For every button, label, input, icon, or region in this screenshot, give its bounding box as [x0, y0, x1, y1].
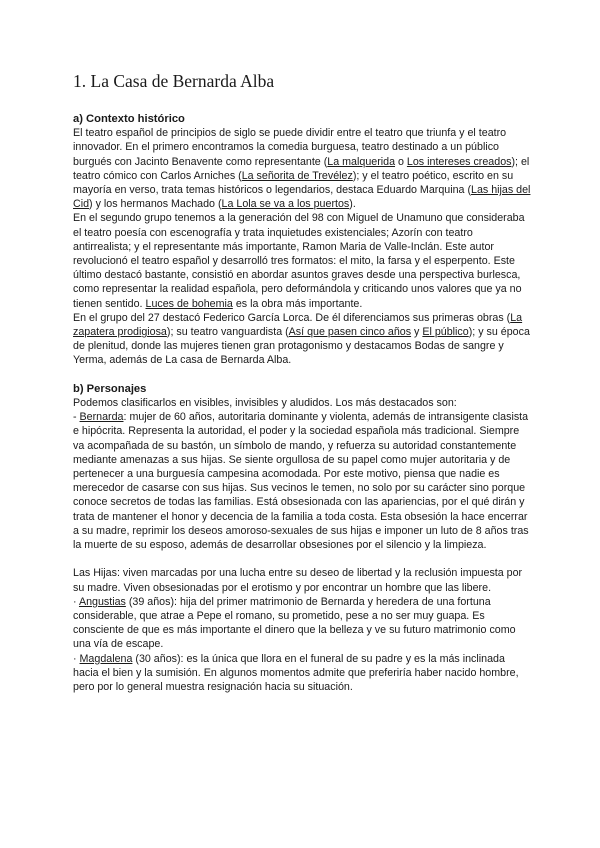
text-run: ); y su época de plenitud, donde las mujeres tienen gran protagonismo y destacamos Bodas de sangre y Yerma, además de La casa de Bernarda Alba. — [73, 326, 530, 367]
work-title-reference: Magdalena — [79, 652, 133, 665]
paragraph-spacer — [73, 552, 533, 566]
work-title-reference: Así que pasen cinco años — [288, 326, 412, 339]
text-run: · — [73, 595, 79, 608]
paragraph — [73, 410, 533, 552]
text-run: En el grupo del 27 destacó Federico García Lorca. De él diferenciamos sus primeras obras ( — [73, 311, 511, 324]
paragraph — [73, 652, 533, 695]
work-title-reference: La señorita de Trevélez — [241, 169, 353, 182]
work-title-reference: Angustias — [78, 595, 126, 608]
sections-container — [73, 112, 533, 694]
text-run: Podemos clasificarlos en visibles, invisibles y aludidos. Los más destacados son: — [73, 397, 457, 410]
text-run: ). — [349, 198, 356, 211]
work-title-reference: La malquerida — [327, 155, 396, 168]
work-title-reference: La zapatera prodigiosa — [73, 311, 523, 339]
work-title-reference: Las hijas del Cid — [73, 184, 531, 211]
text-run: El teatro español de principios de siglo se puede dividir entre el teatro que triunfa y el teatro innovador. En el primero encontramos la comedia burguesa, teatro destinado a un público burgués con Jacinto Benavente como representante ( — [73, 127, 507, 168]
text-run: ); el teatro cómico con Carlos Arniches ( — [73, 155, 530, 182]
work-title-reference: Bernarda — [79, 411, 124, 424]
paragraph — [73, 566, 533, 594]
section-heading: b) Personajes — [73, 382, 147, 395]
work-title-reference: La Lola se va a los puertos — [221, 198, 350, 211]
paragraph — [73, 126, 533, 211]
text-run: Las Hijas: viven marcadas por una lucha entre su deseo de libertad y la reclusión impuesta por su madre. Viven obsesionadas por el erotismo y por encontrar un hombre que las libere. — [73, 567, 523, 594]
text-run: ) y los hermanos Machado ( — [89, 198, 222, 211]
text-run: ); su teatro vanguardista ( — [166, 326, 289, 339]
work-title-reference: Luces de bohemia — [145, 297, 233, 310]
section-heading: a) Contexto histórico — [73, 113, 185, 125]
text-run: es la obra más importante. — [232, 297, 363, 310]
paragraph — [73, 311, 533, 368]
work-title-reference: Los intereses creados — [406, 155, 512, 168]
text-run: o — [395, 155, 407, 168]
paragraph — [73, 595, 533, 652]
paragraph — [73, 211, 533, 310]
work-title-reference: El público — [422, 326, 469, 339]
text-run: - — [73, 411, 80, 424]
text-run: y — [411, 326, 423, 339]
text-run: (30 años): es la única que llora en el funeral de su padre y es la más inclinada hacia el bien y la sumisión. En algunos momentos admite que preferiría haber nacido hombre, pero por lo general muestra resignación hacia su situación. — [73, 652, 519, 694]
text-run: · — [73, 652, 80, 665]
section-spacer — [73, 368, 533, 382]
text-run: En el segundo grupo tenemos a la generación del 98 con Miguel de Unamuno que consideraba el teatro poesía con escenografía y trata inquietudes existenciales; Azorín con teatro antirrealista; y el representante más importante, Ramon Maria de Valle-Inclán. Este autor revolucionó el teatro español y desarrolló tres formatos: el mito, la farsa y el esperpento. Este último destacó bastante, consistió en abordar asuntos graves desde una perspectiva burlesca, como representar la realidad española, pero deformándola y criticando unos valores que ya no tienen sentido. — [73, 212, 525, 310]
text-run: : mujer de 60 años, autoritaria dominante y violenta, además de intransigente clasista e hipócrita. Representa la autoridad, el poder y la sociedad española más tradicional. Siempre va acompañada de su bastón, un símbolo de mando, y refuerza su autoridad constantemente mediante amenazas a sus hijas. Se siente orgullosa de su papel como mujer autoritaria y de pertenecer a una burguesía campesina acomodada. Por este motivo, piensa que nadie es merecedor de casarse con sus hijas. Sus vecinos le temen, no solo por su carácter sino porque conoce secretos de todas las familias. Está obsesionada con las apariencias, por el qué dirán y trata de mantener el honor y decencia de la familia a toda costa. Esta obsesión la hace encerrar a su madre, reprimir los deseos amoroso-sexuales de sus hijas e imponer un luto de 8 años tras la muerte de su esposo, además de desarrollar obsesiones por el silencio y la limpieza. — [73, 411, 529, 552]
document-body — [73, 70, 533, 694]
text-run: (39 años): hija del primer matrimonio de Bernarda y heredera de una fortuna considerable, que atrae a Pepe el romano, su prometido, pese a no ser muy guapa. Es consciente de que es más importante el dinero que la belleza y ve su futuro matrimonio como una vía de escape. — [73, 595, 516, 651]
document-title: 1. La Casa de Bernarda Alba — [73, 71, 275, 91]
paragraph — [73, 396, 533, 410]
text-run: ); y el teatro poético, escrito en su mayoría en verso, trata temas históricos o legendarios, destaca Eduardo Marquina ( — [73, 169, 514, 197]
